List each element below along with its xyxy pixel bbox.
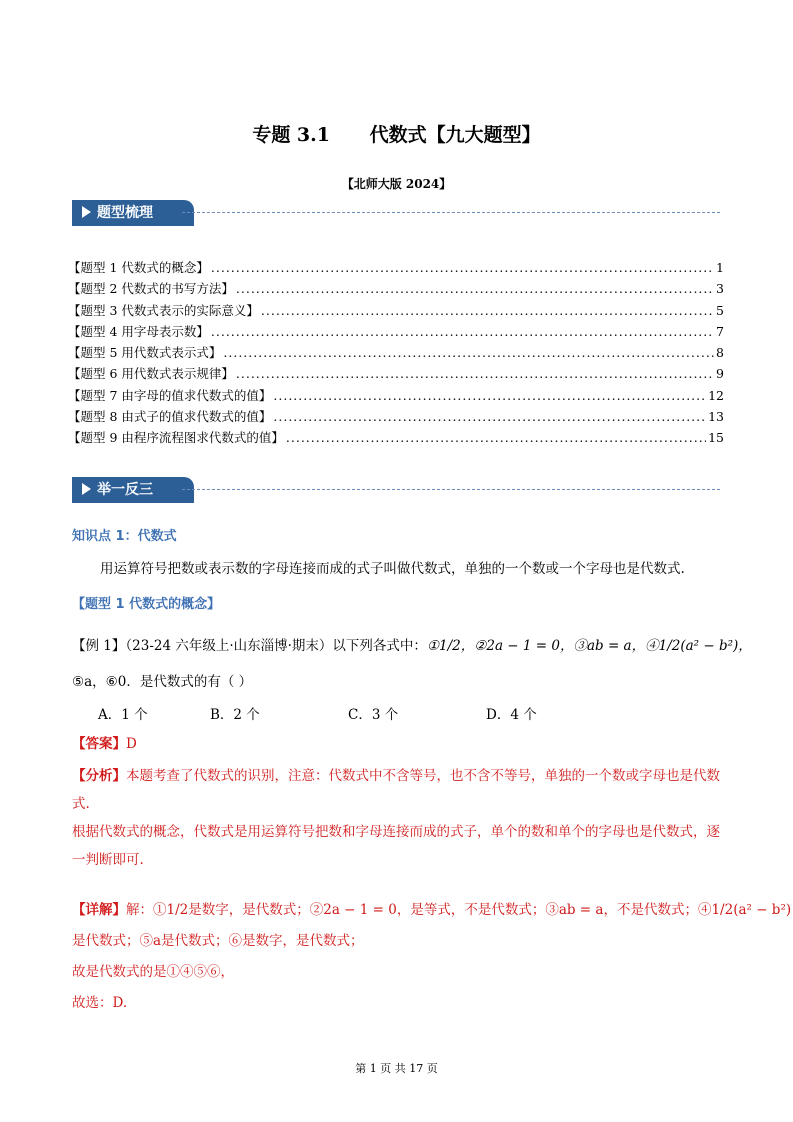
toc-entry-label: 【题型 5 用代数式表示式】 xyxy=(68,345,222,361)
analysis-text-2: 根据代数式的概念，代数式是用运算符号把数和字母连接而成的式子，单个的数和单个的字母也是代数式，逐一判断即可. xyxy=(72,824,720,868)
answer-line xyxy=(72,730,722,758)
toc-entry[interactable] xyxy=(68,301,724,322)
question-type-heading: 【题型 1 代数式的概念】 xyxy=(72,597,221,612)
toc-entry-page: 3 xyxy=(716,281,724,297)
toc-entry[interactable] xyxy=(68,428,724,449)
section-header-practice xyxy=(72,477,720,503)
section-tab xyxy=(72,477,194,503)
dashed-divider xyxy=(182,212,720,213)
toc-leader-dots xyxy=(223,345,714,360)
section-header-toc xyxy=(72,200,720,226)
toc-entry[interactable] xyxy=(68,407,724,428)
toc-leader-dots xyxy=(273,388,706,403)
section-title: 题型梳理 xyxy=(97,205,153,221)
example-expressions: ①1/2，②2a − 1 = 0，③ab = a，④1/2(a² − b²)， xyxy=(426,638,752,654)
answer-label: 【答案】 xyxy=(72,736,126,752)
toc-entry-label: 【题型 6 用代数式表示规律】 xyxy=(68,366,234,382)
knowledge-point-heading: 知识点 1：代数式 xyxy=(72,529,177,544)
page-title: 专题 3.1 代数式【九大题型】 xyxy=(252,124,541,146)
play-triangle-icon xyxy=(82,206,91,218)
option-c: C．3 个 xyxy=(348,707,399,723)
detail-label: 【详解】 xyxy=(72,902,126,918)
answer-value: D xyxy=(126,736,137,752)
page-subtitle: 【北师大版 2024】 xyxy=(341,177,452,191)
toc-entry[interactable] xyxy=(68,386,724,407)
option-b: B．2 个 xyxy=(210,707,260,723)
toc-entry-page: 1 xyxy=(716,260,724,275)
option-d: D．4 个 xyxy=(486,707,537,723)
answer-options xyxy=(98,703,537,723)
toc-leader-dots xyxy=(236,366,714,381)
detail-line-3: 故是代数式的是①④⑤⑥， xyxy=(72,964,234,980)
toc-entry-label: 【题型 1 代数式的概念】 xyxy=(68,260,209,275)
toc-entry-label: 【题型 9 由程序流程图求代数式的值】 xyxy=(68,430,284,446)
toc-entry-page: 13 xyxy=(708,409,724,425)
toc-entry-page: 9 xyxy=(716,366,724,382)
toc-entry-page: 8 xyxy=(716,345,724,361)
play-triangle-icon xyxy=(82,483,91,495)
analysis-label: 【分析】 xyxy=(72,768,126,784)
option-a: A．1 个 xyxy=(98,707,148,723)
detail-block xyxy=(72,895,792,1019)
toc-entry[interactable] xyxy=(68,279,724,300)
toc-entry-label: 【题型 8 由式子的值求代数式的值】 xyxy=(68,409,272,425)
page-footer: 第 1 页 共 17 页 xyxy=(355,1062,438,1075)
toc-entry[interactable] xyxy=(68,343,724,364)
toc-entry[interactable] xyxy=(68,322,724,343)
table-of-contents xyxy=(68,258,724,450)
toc-entry-page: 15 xyxy=(708,430,724,446)
toc-leader-dots xyxy=(236,281,714,296)
detail-line-2: 是代数式；⑤a是代数式；⑥是数字，是代数式； xyxy=(72,933,364,949)
toc-entry-page: 12 xyxy=(708,387,724,403)
toc-entry-label: 【题型 4 用字母表示数】 xyxy=(68,323,209,339)
example-line-1 xyxy=(72,634,752,654)
dashed-divider xyxy=(182,489,720,490)
analysis-block xyxy=(72,762,722,874)
toc-leader-dots xyxy=(273,409,706,424)
toc-leader-dots xyxy=(211,260,714,275)
toc-leader-dots xyxy=(211,324,714,339)
toc-entry-page: 5 xyxy=(716,302,724,318)
analysis-text-1: 本题考查了代数式的识别，注意：代数式中不含等号，也不含不等号，单独的一个数或字母也是代数式. xyxy=(72,768,720,812)
detail-line-4: 故选：D. xyxy=(72,995,128,1011)
toc-entry[interactable] xyxy=(68,258,724,279)
toc-entry-label: 【题型 7 由字母的值求代数式的值】 xyxy=(68,387,272,403)
definition-text: 用运算符号把数或表示数的字母连接而成的式子叫做代数式，单独的一个数或一个字母也是代数式. xyxy=(100,561,685,577)
detail-line-1: 解：①1/2是数字，是代数式；②2a − 1 = 0，是等式，不是代数式；③ab = a，不是代数式；④1/2(a² − b²) xyxy=(126,902,792,918)
section-title: 举一反三 xyxy=(97,482,153,498)
example-tag: 【例 1】 xyxy=(72,638,126,654)
toc-entry-label: 【题型 3 代数式表示的实际意义】 xyxy=(68,302,259,318)
toc-entry[interactable] xyxy=(68,364,724,385)
example-line-2: ⑤a，⑥0．是代数式的有（ ） xyxy=(72,674,253,690)
example-source: （23-24 六年级上·山东淄博·期末）以下列各式中： xyxy=(125,638,427,654)
toc-entry-page: 7 xyxy=(716,323,724,339)
toc-leader-dots xyxy=(286,430,706,445)
toc-leader-dots xyxy=(261,303,714,318)
section-tab xyxy=(72,200,194,226)
toc-entry-label: 【题型 2 代数式的书写方法】 xyxy=(68,281,234,297)
